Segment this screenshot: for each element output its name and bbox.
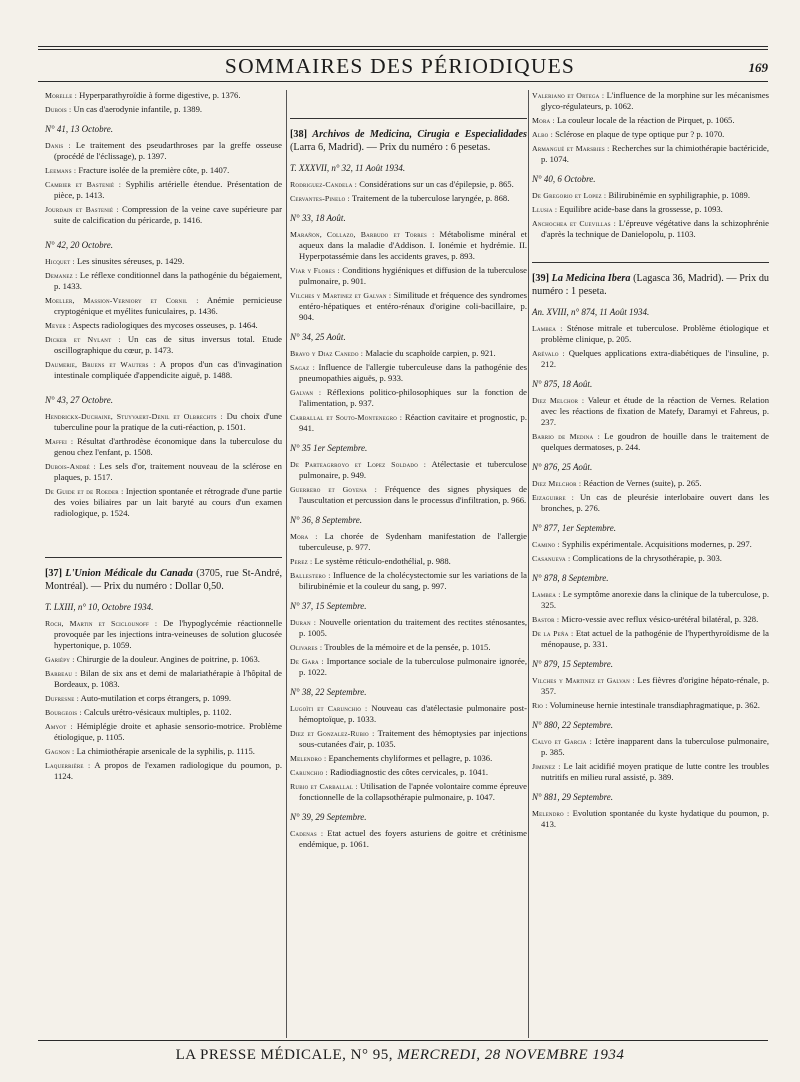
article-authors: Gariépy : xyxy=(45,655,75,664)
footer-publication: LA PRESSE MÉDICALE, N° 95, xyxy=(175,1047,393,1063)
article-authors: Bravo y Diaz Canedo : xyxy=(290,349,364,358)
article-authors: Rio : xyxy=(532,701,548,710)
article-authors: Melendro : xyxy=(532,809,570,818)
journal-divider xyxy=(532,262,769,263)
journal-divider xyxy=(45,557,282,558)
issue-heading: N° 876, 25 Août. xyxy=(532,462,593,472)
article-title: A propos de l'examen radiologique du poumon, p. 1124. xyxy=(54,760,282,781)
article-entry xyxy=(45,693,282,704)
entry-list xyxy=(532,190,769,240)
article-authors: De Guide et de Roeder : xyxy=(45,487,124,496)
article-entry xyxy=(45,270,282,292)
article-title: Evolution spontanée du kyste hydatique du poumon, p. 413. xyxy=(541,808,769,829)
article-authors: Guerrero et Goyena : xyxy=(290,485,378,494)
article-title: Auto-mutilation et corps étrangers, p. 1099. xyxy=(80,693,232,703)
article-entry xyxy=(532,90,769,112)
entry-list xyxy=(45,140,282,226)
article-entry xyxy=(532,348,769,370)
article-title: Complications de la chrysothérapie, p. 303. xyxy=(572,553,722,563)
issue-heading: N° 878, 8 Septembre. xyxy=(532,573,609,583)
article-entry xyxy=(532,115,769,126)
article-entry xyxy=(290,193,527,204)
issue-heading: N° 39, 29 Septembre. xyxy=(290,812,367,822)
article-entry xyxy=(45,256,282,267)
article-entry xyxy=(45,436,282,458)
article-entry xyxy=(45,140,282,162)
article-title: La chimiothérapie arsenicale de la syphilis, p. 1115. xyxy=(76,746,255,756)
article-title: De l'hypoglycémie réactionnelle provoquée par les injections intra-veineuses de solution glucosée hypertonique, p. 1059. xyxy=(54,618,283,650)
article-title: Nouveau cas d'atélectasie pulmonaire post-hémoptoïque, p. 1033. xyxy=(299,703,528,724)
article-entry xyxy=(532,589,769,611)
column-divider xyxy=(528,90,529,1038)
article-entry xyxy=(532,700,769,711)
article-entry xyxy=(45,90,282,101)
article-authors: Dufresne : xyxy=(45,694,79,703)
article-authors: Rodriguez-Candela : xyxy=(290,180,358,189)
article-title: Bilan de six ans et demi de malariathérapie à l'hôpital de Bordeaux, p. 1083. xyxy=(54,668,282,689)
article-title: Bilirubinémie en syphiligraphie, p. 1089. xyxy=(608,190,750,200)
article-authors: Diez et Gonzalez-Rubio : xyxy=(290,729,375,738)
article-authors: Diez Melchor : xyxy=(532,479,582,488)
journal-details: (Larra 6, Madrid). — Prix du numéro : 6 pesetas. xyxy=(290,141,491,153)
article-authors: Daumerie, Bruens et Wauters : xyxy=(45,360,156,369)
article-authors: Cervantes-Pinelo : xyxy=(290,194,350,203)
article-authors: Hendrickx-Duchaine, Stuyvaert-Denil et Olbrechts : xyxy=(45,412,223,421)
article-title: Radiodiagnostic des côtes cervicales, p. 1041. xyxy=(330,767,489,777)
article-entry xyxy=(45,334,282,356)
article-entry xyxy=(532,218,769,240)
issue-heading: N° 875, 18 Août. xyxy=(532,379,593,389)
journal-name: L'Union Médicale du Canada xyxy=(65,568,193,579)
article-title: Utilisation de l'apnée volontaire comme épreuve fonctionnelle de la collapsothérapie pulmonaire, p. 1047. xyxy=(299,781,527,802)
article-authors: Galvan : xyxy=(290,388,322,397)
article-entry xyxy=(532,431,769,453)
article-title: Ictère inapparent dans la tuberculose pulmonaire, p. 385. xyxy=(541,736,769,757)
article-authors: Gagnon : xyxy=(45,747,75,756)
issue-heading: N° 36, 8 Septembre. xyxy=(290,515,363,525)
article-entry xyxy=(290,290,527,323)
article-title: Traitement des hémoptysies par injections sous-cutanées d'air, p. 1035. xyxy=(299,728,527,749)
entry-list xyxy=(532,675,769,711)
journal-number: [37] xyxy=(45,568,62,579)
article-entry xyxy=(290,179,527,190)
page-footer xyxy=(0,1047,800,1064)
article-entry xyxy=(290,781,527,803)
article-title: Sclérose en plaque de type optique pur ? p. 1070. xyxy=(555,129,725,139)
article-authors: Danis : xyxy=(45,141,71,150)
article-title: Réflexions politico-philosophiques sur la fonction de l'alimentation, p. 937. xyxy=(299,387,527,408)
entry-list xyxy=(290,179,527,204)
article-authors: De Gara : xyxy=(290,657,324,666)
article-title: Etat actuel des foyers asturiens de goitre et crétinisme endémique, p. 1061. xyxy=(299,828,527,849)
article-title: Chirurgie de la douleur. Angines de poitrine, p. 1063. xyxy=(76,654,260,664)
top-rule-thin xyxy=(38,49,768,50)
article-entry xyxy=(532,761,769,783)
entry-list xyxy=(532,736,769,783)
article-title: Un cas de situs inversus total. Etude oscillographique du cœur, p. 1473. xyxy=(54,334,282,355)
article-entry xyxy=(532,129,769,140)
article-authors: Jourdain et Bastenié : xyxy=(45,205,119,214)
entry-list xyxy=(532,395,769,453)
article-entry xyxy=(290,412,527,434)
top-rule xyxy=(38,46,768,47)
article-title: Injection spontanée et rétrograde d'une partie des voies biliaires par un lait baryté au cours d'un examen radiologique, p. 1524. xyxy=(54,486,282,518)
article-entry xyxy=(290,348,527,359)
article-title: Fracture isolée de la première côte, p. 1407. xyxy=(78,165,230,175)
article-entry xyxy=(45,618,282,651)
article-title: Conditions hygiéniques et diffusion de la tuberculose pulmonaire, p. 901. xyxy=(299,265,527,286)
column-2 xyxy=(290,90,527,853)
article-entry xyxy=(532,204,769,215)
article-title: Réaction cavitaire et prognostic, p. 941. xyxy=(299,412,528,433)
article-title: Considérations sur un cas d'épilepsie, p. 865. xyxy=(359,179,514,189)
article-title: Le traitement des pseudarthroses par la greffe osseuse (procédé de l'éclissage), p. 1397. xyxy=(54,140,282,161)
article-entry xyxy=(290,556,527,567)
article-authors: Calvo et Garcia : xyxy=(532,737,593,746)
article-title: Les fièvres d'origine hépato-rénale, p. 357. xyxy=(541,675,769,696)
article-authors: Albo : xyxy=(532,130,553,139)
article-entry xyxy=(45,707,282,718)
journal-heading xyxy=(290,129,527,154)
article-authors: Lugoïti et Carunchio : xyxy=(290,704,368,713)
article-authors: Jimenez : xyxy=(532,762,561,771)
article-entry xyxy=(532,492,769,514)
issue-heading: N° 38, 22 Septembre. xyxy=(290,687,367,697)
issue-heading: N° 42, 20 Octobre. xyxy=(45,240,114,250)
issue-heading: N° 40, 6 Octobre. xyxy=(532,174,596,184)
article-title: Anémie pernicieuse cryptogénique et myélites funiculaires, p. 1436. xyxy=(54,295,282,316)
journal-number: [39] xyxy=(532,273,549,284)
article-title: L'épreuve végétative dans la schizophrénie d'après la technique de Danielopolu, p. 1103. xyxy=(541,218,769,239)
article-title: Aspects radiologiques des mycoses osseuses, p. 1464. xyxy=(72,320,258,330)
article-title: La couleur locale de la réaction de Pirquet, p. 1065. xyxy=(556,115,735,125)
article-title: Un cas de pleurésie interlobaire ouvert dans les bronches, p. 276. xyxy=(541,492,769,513)
article-authors: De Parteagrroyo et Lopez Soldado : xyxy=(290,460,427,469)
article-title: Hyperparathyroïdie à forme digestive, p. 1376. xyxy=(79,90,241,100)
article-authors: Bastor : xyxy=(532,615,560,624)
article-entry xyxy=(532,808,769,830)
article-authors: Casanueva : xyxy=(532,554,571,563)
article-authors: Cadenas : xyxy=(290,829,324,838)
article-entry xyxy=(532,614,769,625)
entry-list xyxy=(45,90,282,115)
issue-heading: N° 43, 27 Octobre. xyxy=(45,395,114,405)
article-entry xyxy=(532,478,769,489)
article-title: Métabolisme minéral et aqueux dans la maladie d'Addison. I. Ionémie et hydrémie. II. Hyperpotassémie dans les accidents graves, p. 893. xyxy=(299,229,527,261)
article-title: Traitement de la tuberculose laryngée, p. 868. xyxy=(351,193,510,203)
article-title: Hémiplégie droite et aphasie sensorio-motrice. Problème étiologique, p. 1105. xyxy=(54,721,282,742)
article-authors: Olivares : xyxy=(290,643,323,652)
article-title: Equilibre acide-base dans la grossesse, p. 1093. xyxy=(559,204,723,214)
article-entry xyxy=(532,736,769,758)
article-title: Volumineuse hernie intestinale transdiaphragmatique, p. 362. xyxy=(549,700,760,710)
article-entry xyxy=(45,204,282,226)
article-title: Du choix d'une tuberculine pour la pratique de la cuti-réaction, p. 1501. xyxy=(54,411,282,432)
article-title: Calculs urétro-vésicaux multiples, p. 1102. xyxy=(83,707,232,717)
issue-heading: N° 33, 18 Août. xyxy=(290,213,346,223)
article-entry xyxy=(290,767,527,778)
article-authors: Viar y Flores : xyxy=(290,266,340,275)
entry-list xyxy=(532,478,769,514)
article-title: Résultat d'arthrodèse économique dans la tuberculose du genou chez l'enfant, p. 1508. xyxy=(54,436,282,457)
article-title: Syphilis expérimentale. Acquisitions modernes, p. 297. xyxy=(562,539,752,549)
article-title: Importance sociale de la tuberculose pulmonaire ignorée, p. 1022. xyxy=(299,656,527,677)
article-title: Epanchements chyliformes et pellagre, p. 1036. xyxy=(328,753,493,763)
article-entry xyxy=(45,179,282,201)
journal-name: Archivos de Medicina, Cirugia e Especialidades xyxy=(312,129,528,140)
journal-heading xyxy=(45,568,282,593)
article-title: Réaction de Vernes (suite), p. 265. xyxy=(583,478,702,488)
entry-list xyxy=(45,618,282,782)
article-authors: Armangué et Marsbies : xyxy=(532,144,610,153)
article-authors: Barbeau : xyxy=(45,669,78,678)
article-entry xyxy=(290,531,527,553)
article-entry xyxy=(290,703,527,725)
issue-heading: T. LXIII, n° 10, Octobre 1934. xyxy=(45,602,154,612)
article-authors: Hicquet : xyxy=(45,257,75,266)
column-divider xyxy=(286,90,287,1038)
article-authors: Eizaguirre : xyxy=(532,493,575,502)
article-entry xyxy=(45,104,282,115)
page-title: SOMMAIRES DES PÉRIODIQUES xyxy=(224,54,576,78)
article-entry xyxy=(290,753,527,764)
article-authors: Laquerrière : xyxy=(45,761,91,770)
page-number: 169 xyxy=(748,60,768,75)
article-authors: Maffei : xyxy=(45,437,74,446)
article-authors: Arévalo : xyxy=(532,349,565,358)
footer-date: MERCREDI, 28 NOVEMBRE 1934 xyxy=(397,1047,625,1063)
issue-heading: N° 35 1er Septembre. xyxy=(290,443,368,453)
article-authors: Amyot : xyxy=(45,722,73,731)
article-entry xyxy=(290,728,527,750)
article-entry xyxy=(532,628,769,650)
article-authors: Ballestero : xyxy=(290,571,331,580)
issue-heading: N° 877, 1er Septembre. xyxy=(532,523,617,533)
article-title: Micro-vessie avec reflux vésico-urétéral bilatéral, p. 328. xyxy=(561,614,759,624)
article-entry xyxy=(45,668,282,690)
article-authors: Duran : xyxy=(290,618,317,627)
article-authors: Camino : xyxy=(532,540,560,549)
entry-list xyxy=(290,531,527,592)
article-entry xyxy=(290,570,527,592)
article-title: Etat actuel de la pathogénie de l'hyperthyroïdisme de la ménopause, p. 331. xyxy=(541,628,769,649)
article-authors: Moeller, Massion-Verniory et Cornil : xyxy=(45,296,199,305)
entry-list xyxy=(290,229,527,323)
entry-list xyxy=(290,828,527,850)
article-authors: Llusia : xyxy=(532,205,558,214)
issue-heading: An. XVIII, n° 874, 11 Août 1934. xyxy=(532,307,650,317)
article-authors: Carunchio : xyxy=(290,768,328,777)
article-entry xyxy=(290,387,527,409)
issue-heading: N° 880, 22 Septembre. xyxy=(532,720,614,730)
entry-list xyxy=(290,617,527,678)
article-authors: Carballal et Souto-Montenegro : xyxy=(290,413,403,422)
article-authors: Bourgeois : xyxy=(45,708,82,717)
entry-list xyxy=(532,323,769,370)
column-3 xyxy=(532,90,769,833)
article-entry xyxy=(45,461,282,483)
article-title: Sténose mitrale et tuberculose. Problème étiologique et problème clinique, p. 205. xyxy=(541,323,769,344)
article-entry xyxy=(45,721,282,743)
article-entry xyxy=(290,656,527,678)
article-title: Syphilis artérielle étendue. Présentation de pièce, p. 1413. xyxy=(54,179,283,200)
article-entry xyxy=(532,553,769,564)
article-entry xyxy=(532,143,769,165)
issue-heading: N° 41, 13 Octobre. xyxy=(45,124,114,134)
article-entry xyxy=(290,484,527,506)
article-entry xyxy=(290,642,527,653)
journal-details: (Lagasca 36, Madrid). — Prix du numéro : 1 peseta. xyxy=(532,273,770,297)
article-title: Le lait acidifié moyen pratique de lutte contre les troubles nutritifs en milieu rural assisté, p. 389. xyxy=(541,761,770,782)
entry-list xyxy=(290,348,527,434)
article-title: Influence de la cholécystectomie sur les variations de la bilirubinémie et la couleur du sang, p. 997. xyxy=(299,570,527,591)
article-authors: Anchochea et Cuevillas : xyxy=(532,219,616,228)
issue-heading: N° 34, 25 Août. xyxy=(290,332,346,342)
article-entry xyxy=(290,459,527,481)
journal-heading xyxy=(532,273,769,298)
article-title: Le goudron de houille dans le traitement de quelques dermatoses, p. 244. xyxy=(541,431,769,452)
article-authors: Sagaz : xyxy=(290,363,316,372)
article-entry xyxy=(290,229,527,262)
article-title: Nouvelle orientation du traitement des rectites sténosantes, p. 1005. xyxy=(299,617,527,638)
article-title: Malacie du scaphoïde carpien, p. 921. xyxy=(365,348,496,358)
article-entry xyxy=(532,675,769,697)
article-entry xyxy=(45,165,282,176)
article-title: Les sels d'or, traitement nouveau de la sclérose en plaques, p. 1517. xyxy=(54,461,282,482)
article-entry xyxy=(290,828,527,850)
article-authors: Perez : xyxy=(290,557,313,566)
article-title: Similitude et fréquence des syndromes entéro-hépatiques et entéro-rénaux d'origine coli-bacillaire, p. 904. xyxy=(299,290,527,322)
entry-list xyxy=(532,539,769,564)
column-1 xyxy=(45,90,282,785)
article-title: Un cas d'aerodynie infantile, p. 1389. xyxy=(73,104,203,114)
article-authors: Cambier et Bastenié : xyxy=(45,180,122,189)
article-authors: Lambea : xyxy=(532,590,561,599)
article-title: Compression de la veine cave supérieure par suite de calcification du péricarde, p. 1416. xyxy=(54,204,282,225)
journal-divider xyxy=(290,118,527,119)
article-title: Les sinusites séreuses, p. 1429. xyxy=(77,256,185,266)
header-rule xyxy=(38,81,768,82)
article-authors: Vilches y Martinez et Galvan : xyxy=(290,291,392,300)
entry-list xyxy=(290,703,527,803)
journal-details: (3705, rue St-André, Montréal). — Prix du numéro : Dollar 0,50. xyxy=(45,568,283,592)
article-authors: Roch, Martin et Sciclounoff : xyxy=(45,619,158,628)
issue-heading: T. XXXVII, n° 32, 11 Août 1934. xyxy=(290,163,406,173)
article-entry xyxy=(532,323,769,345)
article-authors: Dubois : xyxy=(45,105,72,114)
article-authors: Melendro : xyxy=(290,754,327,763)
article-title: Fréquence des signes physiques de l'auscultation et percussion dans le processus d'infiltration, p. 966. xyxy=(299,484,527,505)
article-authors: Diez Melchor : xyxy=(532,396,585,405)
article-title: Valeur et étude de la réaction de Vernes. Relation avec les réactions de fixation de Matefy, Daramyi et Fahreus, p. 237. xyxy=(541,395,769,427)
article-authors: Mora : xyxy=(290,532,318,541)
article-title: Quelques applications extra-diabétiques de l'insuline, p. 212. xyxy=(541,348,769,369)
article-title: Atélectasie et tuberculose pulmonaire, p. 949. xyxy=(299,459,527,480)
journal-number: [38] xyxy=(290,129,307,140)
article-authors: Leemans : xyxy=(45,166,77,175)
article-title: L'influence de la morphine sur les mécanismes glyco-régulateurs, p. 1062. xyxy=(541,90,769,111)
article-authors: Morelle : xyxy=(45,91,78,100)
article-authors: De Gregorio et Lopez : xyxy=(532,191,607,200)
article-authors: Vilches y Martinez et Galvan : xyxy=(532,676,635,685)
article-title: La chorée de Sydenham manifestation de l'allergie tuberculeuse, p. 977. xyxy=(299,531,527,552)
article-entry xyxy=(290,265,527,287)
article-entry xyxy=(45,411,282,433)
issue-heading: N° 881, 29 Septembre. xyxy=(532,792,614,802)
article-authors: Dubois-André : xyxy=(45,462,96,471)
article-entry xyxy=(290,617,527,639)
article-entry xyxy=(45,320,282,331)
footer-rule xyxy=(38,1040,768,1041)
article-title: Le réflexe conditionnel dans la pathogénie du bégaiement, p. 1433. xyxy=(54,270,282,291)
article-entry xyxy=(532,395,769,428)
article-entry xyxy=(45,746,282,757)
article-entry xyxy=(532,539,769,550)
article-title: Le symptôme anorexie dans la clinique de la tuberculose, p. 325. xyxy=(541,589,769,610)
article-authors: De la Peña : xyxy=(532,629,574,638)
article-authors: Marañon, Collazo, Barbudo et Torres : xyxy=(290,230,435,239)
article-authors: Barrio de Medina : xyxy=(532,432,600,441)
entry-list xyxy=(532,589,769,650)
issue-heading: N° 879, 15 Septembre. xyxy=(532,659,614,669)
article-authors: Rubio et Carballal : xyxy=(290,782,358,791)
article-entry xyxy=(290,362,527,384)
article-entry xyxy=(45,760,282,782)
article-authors: Lambea : xyxy=(532,324,563,333)
entry-list xyxy=(532,90,769,165)
entry-list xyxy=(45,256,282,381)
article-entry xyxy=(45,486,282,519)
article-entry xyxy=(45,295,282,317)
entry-list xyxy=(532,808,769,830)
article-title: A propos d'un cas d'invagination intestinale compliquée d'appendicite aiguë, p. 1488. xyxy=(54,359,283,380)
article-authors: Dicker et Nylant : xyxy=(45,335,121,344)
article-authors: Valeriano et Ortega : xyxy=(532,91,605,100)
article-entry xyxy=(45,654,282,665)
article-authors: Demanez : xyxy=(45,271,78,280)
issue-heading: N° 37, 15 Septembre. xyxy=(290,601,367,611)
article-title: Le système réticulo-endothélial, p. 988. xyxy=(314,556,451,566)
article-entry xyxy=(45,359,282,381)
article-title: Recherches sur la chimiothérapie bactéricide, p. 1074. xyxy=(541,143,769,164)
article-authors: Mora : xyxy=(532,116,555,125)
article-title: Influence de l'allergie tuberculeuse dans la pathogénie des pneumopathies aiguës, p. 933. xyxy=(299,362,527,383)
article-authors: Meyer : xyxy=(45,321,71,330)
article-entry xyxy=(532,190,769,201)
entry-list xyxy=(45,411,282,519)
article-title: Troubles de la mémoire et de la pensée, p. 1015. xyxy=(324,642,491,652)
entry-list xyxy=(290,459,527,506)
journal-name: La Medicina Ibera xyxy=(551,273,631,284)
